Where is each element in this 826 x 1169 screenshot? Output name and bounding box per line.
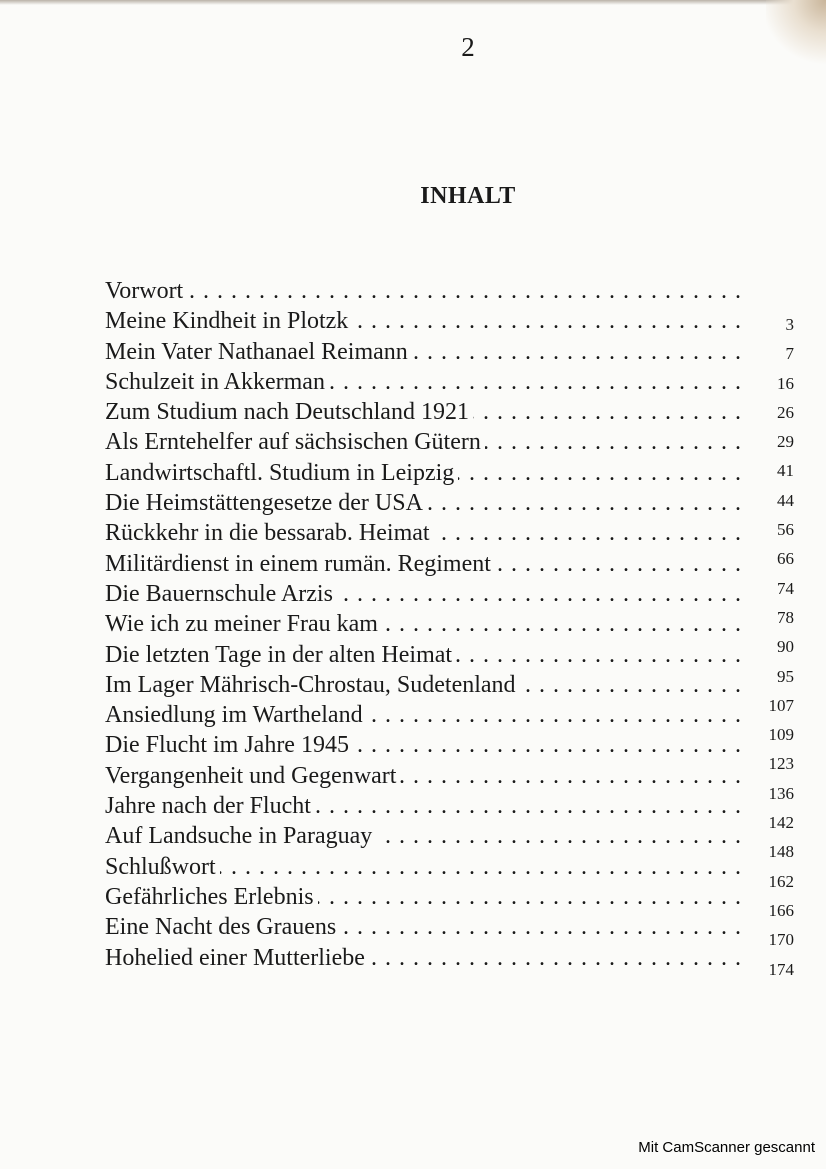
toc-entry-label: Ansiedlung im Wartheland — [105, 702, 367, 728]
page-number: 2 — [461, 32, 475, 62]
toc-entry-label: Rückkehr in die bessarab. Heimat — [105, 520, 434, 546]
toc-page-number: 142 — [768, 813, 794, 833]
toc-entry-label: Die Flucht im Jahre 1945 — [105, 732, 353, 758]
scanner-watermark: Mit CamScanner gescannt — [638, 1139, 815, 1156]
toc-page-number: 7 — [785, 344, 794, 364]
toc-page-number: 136 — [768, 783, 794, 803]
toc-entry — [105, 367, 745, 397]
toc-entry-label: Mein Vater Nathanael Reimann — [105, 339, 412, 365]
toc-page-number: 107 — [768, 695, 794, 715]
toc-entry — [105, 821, 745, 851]
toc-page-number: 162 — [768, 871, 794, 891]
toc-entry — [105, 397, 745, 427]
toc-entry-label: Im Lager Mährisch-Chrostau, Sudetenland — [105, 672, 520, 698]
toc-entry — [105, 852, 745, 882]
toc-entry-label: Zum Studium nach Deutschland 1921 — [105, 399, 473, 425]
toc-entry-label: Landwirtschaftl. Studium in Leipzig — [105, 460, 458, 486]
toc-entry-label: Hohelied einer Mutterliebe — [105, 945, 369, 971]
toc-page-number: 166 — [768, 900, 794, 920]
toc-entry — [105, 518, 745, 548]
toc-entry — [105, 912, 745, 942]
toc-entry — [105, 730, 745, 760]
toc-page-number: 174 — [768, 959, 794, 979]
toc-entry — [105, 276, 745, 306]
toc-entry-label: Gefährliches Erlebnis — [105, 884, 318, 910]
toc-page-number: 29 — [777, 432, 794, 452]
toc-entry-label: Vorwort — [105, 278, 187, 304]
toc-page-number: 95 — [777, 666, 794, 686]
toc-entry-label: Schulzeit in Akkerman — [105, 369, 329, 395]
toc-entry-label: Eine Nacht des Grauens — [105, 914, 340, 940]
toc-page-number: 90 — [777, 637, 794, 657]
toc-entry — [105, 761, 745, 791]
toc-entry — [105, 427, 745, 457]
toc-entry-label: Auf Landsuche in Paraguay — [105, 823, 376, 849]
toc-entry-label: Militärdienst in einem rumän. Regiment — [105, 551, 495, 577]
toc-page-number: 66 — [777, 549, 794, 569]
toc-page-number: 148 — [768, 842, 794, 862]
toc-entry-label: Als Erntehelfer auf sächsischen Gütern — [105, 429, 485, 455]
toc-entry — [105, 791, 745, 821]
toc-entry — [105, 458, 745, 488]
toc-entry-label: Die Heimstättengesetze der USA — [105, 490, 427, 516]
toc-page-number: 41 — [777, 461, 794, 481]
toc-page-number: 123 — [768, 754, 794, 774]
toc-entry-label: Meine Kindheit in Plotzk — [105, 308, 352, 334]
toc-entry — [105, 579, 745, 609]
toc-entry — [105, 670, 745, 700]
toc-page-number: 3 — [785, 315, 794, 334]
toc-entry — [105, 640, 745, 670]
toc-entry-list — [105, 276, 745, 973]
toc-entry-label: Vergangenheit und Gegenwart — [105, 763, 400, 789]
toc-entry-label: Jahre nach der Flucht — [105, 793, 315, 819]
toc-page-number: 170 — [768, 930, 794, 950]
toc-page-number-column — [752, 310, 794, 984]
toc-entry-label: Wie ich zu meiner Frau kam — [105, 611, 382, 637]
toc-entry — [105, 549, 745, 579]
toc-entry — [105, 609, 745, 639]
toc-entry — [105, 882, 745, 912]
toc-page-number: 44 — [777, 490, 794, 510]
toc-page-number: 16 — [777, 373, 794, 393]
toc-page-number: 78 — [777, 607, 794, 627]
toc-entry — [105, 488, 745, 518]
toc-page-number: 26 — [777, 402, 794, 422]
toc-page-number: 56 — [777, 520, 794, 540]
toc-entry-label: Schlußwort — [105, 854, 220, 880]
toc-entry — [105, 700, 745, 730]
page-edge-shadow — [0, 0, 826, 5]
toc-entry — [105, 337, 745, 367]
toc-title: INHALT — [420, 183, 516, 209]
toc-entry-label: Die letzten Tage in der alten Heimat — [105, 642, 456, 668]
toc-entry — [105, 943, 745, 973]
toc-page-number: 74 — [777, 578, 794, 598]
toc-entry-label: Die Bauernschule Arzis — [105, 581, 337, 607]
toc-entry — [105, 306, 745, 336]
toc-page-number: 109 — [768, 725, 794, 745]
